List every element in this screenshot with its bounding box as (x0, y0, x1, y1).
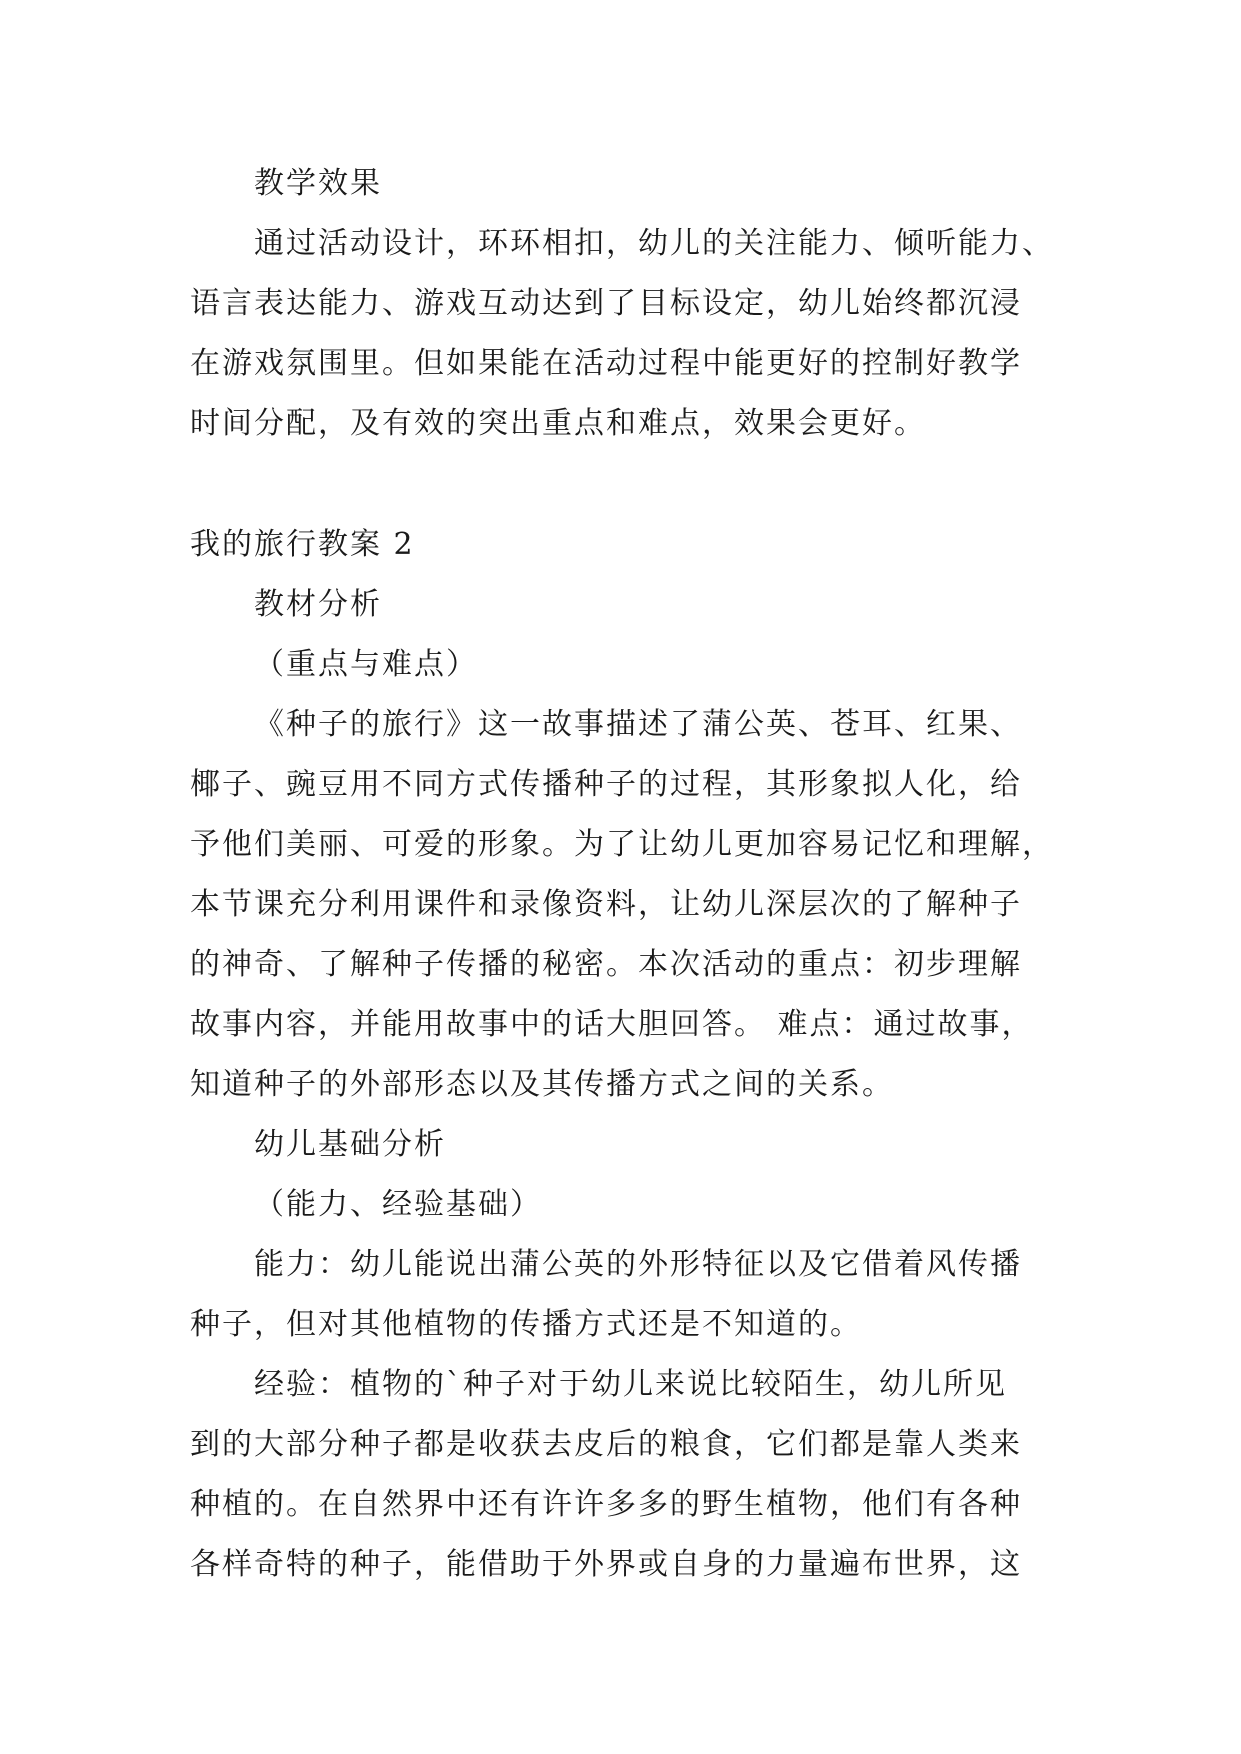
paragraph-line: 经验：植物的`种子对于幼儿来说比较陌生，幼儿所见 (254, 1367, 1007, 1402)
paragraph-line: 本节课充分利用课件和录像资料，让幼儿深层次的了解种子 (190, 887, 1022, 922)
paragraph-line: 予他们美丽、可爱的形象。为了让幼儿更加容易记忆和理解， (190, 827, 1054, 862)
section-heading-child-basis: 幼儿基础分析 (254, 1127, 446, 1162)
section-subheading: （能力、经验基础） (254, 1187, 542, 1222)
paragraph-line: 时间分配，及有效的突出重点和难点，效果会更好。 (190, 406, 926, 441)
paragraph-line: 椰子、豌豆用不同方式传播种子的过程，其形象拟人化，给 (190, 767, 1022, 802)
paragraph-line: 的神奇、了解种子传播的秘密。本次活动的重点：初步理解 (190, 947, 1022, 982)
paragraph-line: 《种子的旅行》这一故事描述了蒲公英、苍耳、红果、 (254, 707, 1022, 742)
paragraph-line: 语言表达能力、游戏互动达到了目标设定，幼儿始终都沉浸 (190, 286, 1022, 321)
paragraph-line: 通过活动设计，环环相扣，幼儿的关注能力、倾听能力、 (254, 226, 1054, 261)
section-heading-teaching-effect: 教学效果 (254, 166, 382, 201)
paragraph-line: 种植的。在自然界中还有许许多多的野生植物，他们有各种 (190, 1487, 1022, 1522)
paragraph-line: 能力：幼儿能说出蒲公英的外形特征以及它借着风传播 (254, 1247, 1022, 1282)
section-heading-material-analysis: 教材分析 (254, 587, 382, 622)
paragraph-line: 在游戏氛围里。但如果能在活动过程中能更好的控制好教学 (190, 346, 1022, 381)
paragraph-line: 种子，但对其他植物的传播方式还是不知道的。 (190, 1307, 862, 1342)
paragraph-line: 知道种子的外部形态以及其传播方式之间的关系。 (190, 1067, 894, 1102)
paragraph-line: 故事内容，并能用故事中的话大胆回答。 难点：通过故事， (190, 1007, 1034, 1042)
document-title: 我的旅行教案 2 (190, 527, 415, 562)
paragraph-line: 各样奇特的种子，能借助于外界或自身的力量遍布世界，这 (190, 1547, 1022, 1582)
paragraph-line: 到的大部分种子都是收获去皮后的粮食，它们都是靠人类来 (190, 1427, 1022, 1462)
section-subheading: （重点与难点） (254, 647, 478, 682)
